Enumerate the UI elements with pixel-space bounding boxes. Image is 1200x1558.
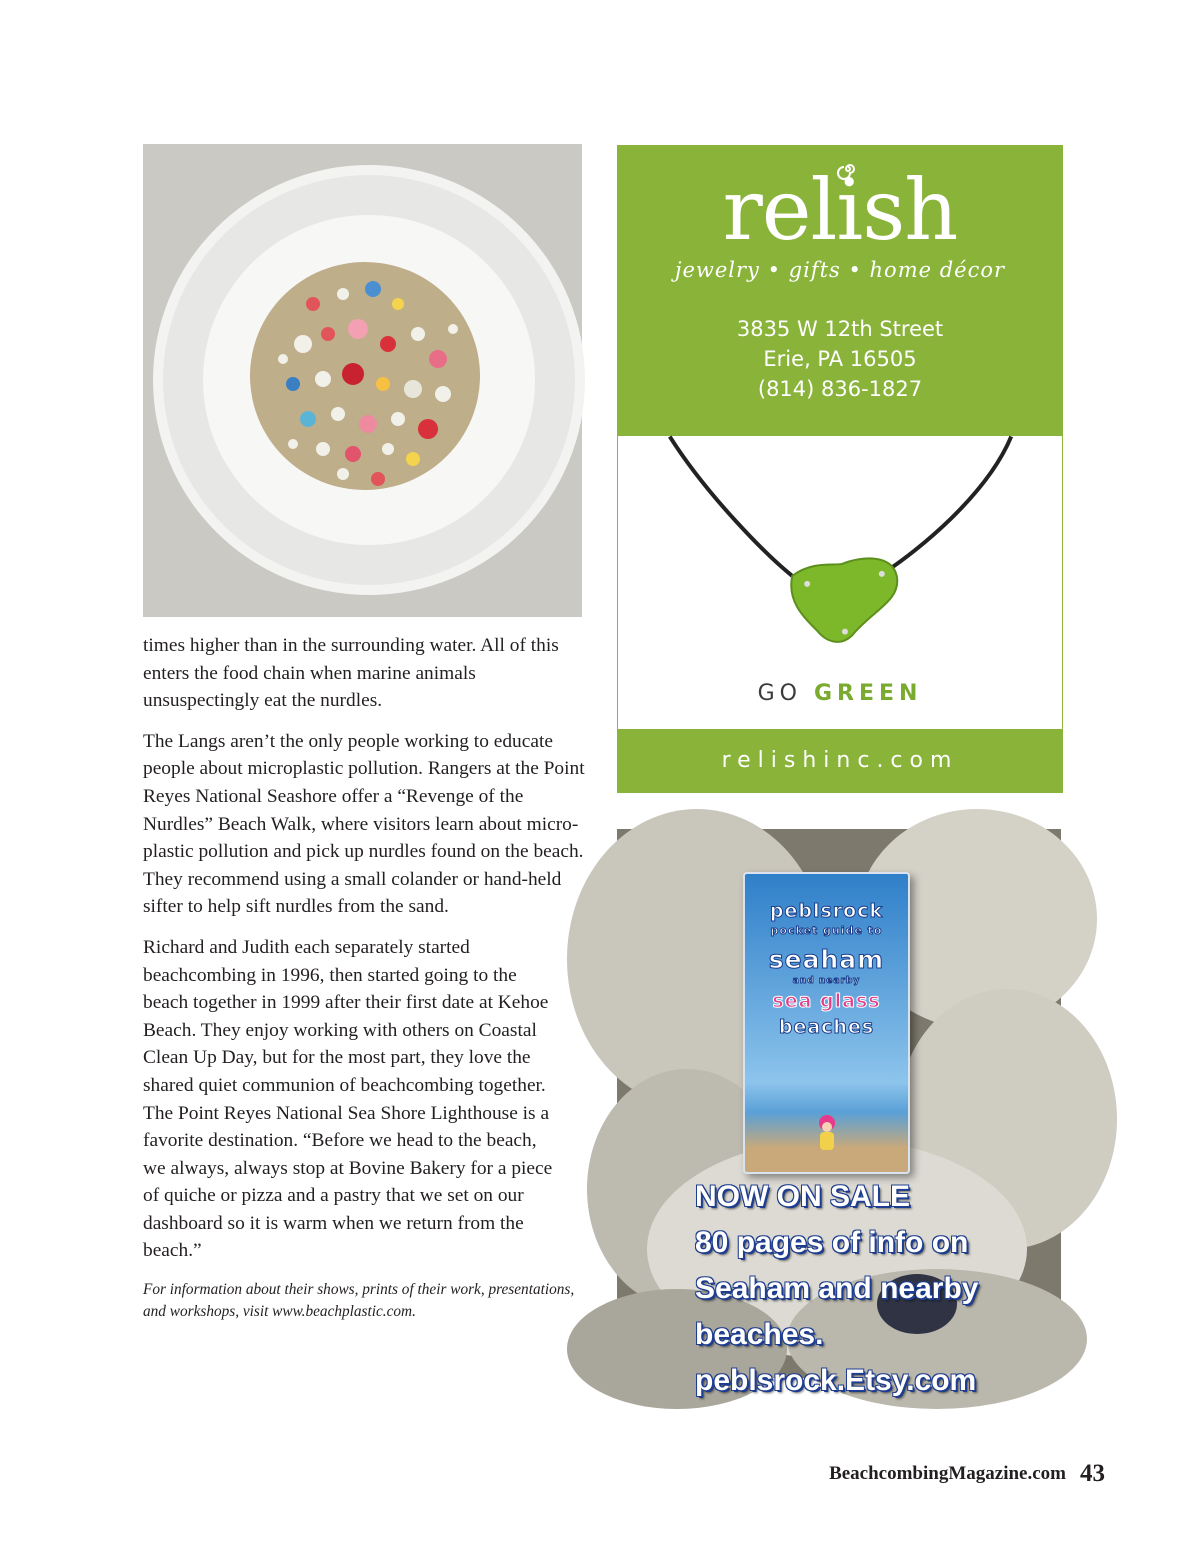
relish-brand: relish <box>722 161 958 259</box>
relish-ad[interactable] <box>617 145 1063 793</box>
relish-slogan <box>618 681 1062 706</box>
book-title-4: and nearby <box>792 976 861 986</box>
relish-phone: (814) 836-1827 <box>757 377 923 401</box>
book-title-3: seaham <box>768 945 885 974</box>
relish-city: Erie, PA 16505 <box>763 347 917 371</box>
page-footer <box>829 1460 1105 1488</box>
page-number: 43 <box>1080 1460 1105 1487</box>
peblsrock-ad[interactable] <box>617 829 1061 1397</box>
pebls-line-4: beaches. <box>695 1318 824 1351</box>
slogan-go: GO <box>757 681 802 706</box>
relish-ad-header <box>618 146 1062 436</box>
book-title-5: sea glass <box>772 990 881 1012</box>
slogan-green: GREEN <box>813 681 923 706</box>
relish-tagline: jewelry • gifts • home décor <box>674 258 1006 282</box>
guide-book-cover <box>743 872 910 1174</box>
footer-site[interactable]: BeachcombingMagazine.com <box>829 1463 1066 1484</box>
relish-street: 3835 W 12th Street <box>736 317 944 341</box>
book-title-2: pocket guide to <box>770 924 883 937</box>
book-title-6: beaches <box>778 1016 875 1038</box>
pebls-website[interactable]: peblsrock.Etsy.com <box>695 1364 977 1397</box>
nurdles-bowl-photo <box>143 144 582 617</box>
article-paragraph: Richard and Judith each separately started beachcombing in 1996, then started going to the beach together in 1999 after their first date at Kehoe Beach. They enjoy working with others on Coastal Clean Up Day, but for the most part, they love the shared quiet communion of beachcombing together. The Point Reyes National Sea Shore Lighthouse is a favorite destination. “Before we head to the beach, we always, always stop at Bovine Bakery for a piece of quiche or pizza and a pastry that we set on our dashboard so it is warm when we return from the beach.” <box>143 936 553 1262</box>
pebls-line-1: NOW ON SALE <box>695 1180 910 1213</box>
peblsrock-ad-text <box>695 1174 1055 1404</box>
article-paragraph: The Langs aren’t the only people working to educate people about microplastic pollution. Rangers at the Point Reyes National Seashore offer a “Revenge of the Nurdles” Beach Walk, where visitors learn about micro-plastic pollution and pick up nurdles found on the beach. They recommend using a small colander or hand-held sifter to help sift nurdles from the sand. <box>143 730 585 918</box>
article-body <box>143 632 588 1336</box>
child-figure-icon <box>814 1114 840 1154</box>
book-title-1: peblsrock <box>769 900 884 922</box>
sea-glass-necklace-image <box>618 436 1062 666</box>
relish-website[interactable]: relishinc.com <box>618 729 1062 792</box>
article-paragraph: times higher than in the surrounding water. All of this enters the food chain when marine animals unsuspectingly eat the nurdles. <box>143 635 559 712</box>
article-note: For information about their shows, prints of their work, presentations, and workshops, visit www.beachplastic.com. <box>143 1281 575 1321</box>
pebls-line-2: 80 pages of info on <box>695 1226 969 1259</box>
relish-address <box>618 314 1062 404</box>
pebls-line-3: Seaham and nearby <box>695 1272 979 1305</box>
